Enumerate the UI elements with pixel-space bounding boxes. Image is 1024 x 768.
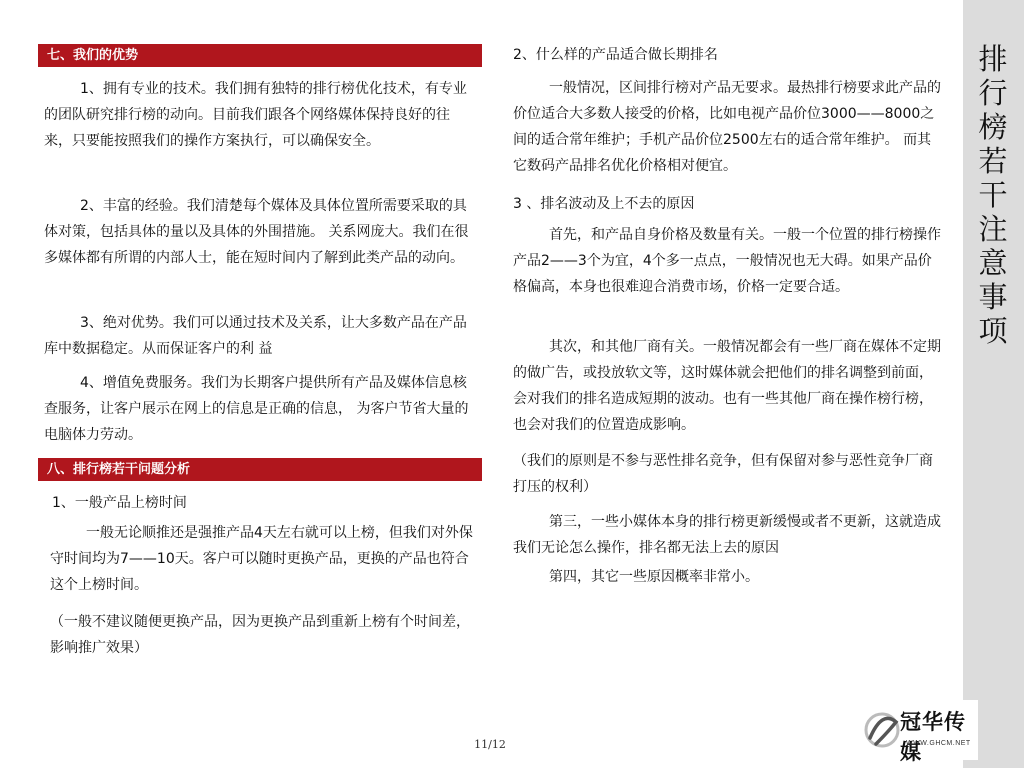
logo-swirl-icon	[862, 704, 902, 754]
section-heading-advantages: 七、我们的优势	[38, 44, 482, 67]
section-heading-analysis: 八、排行榜若干问题分析	[38, 458, 482, 481]
side-title-char: 项	[978, 314, 1008, 348]
question-2-title: 2、什么样的产品适合做长期排名	[513, 47, 718, 63]
advantage-2: 2、丰富的经验。我们清楚每个媒体及具体位置所需要采取的具体对策，包括具体的量以及具体的外围措施。 关系网庞大。我们在很多媒体都有所谓的内部人士，能在短时间内了解到此类产品的动向。	[44, 198, 469, 266]
question-3-reason-4: 第四，其它一些原因概率非常小。	[549, 569, 759, 585]
side-title-char: 意	[978, 246, 1008, 280]
advantage-4: 4、增值免费服务。我们为长期客户提供所有产品及媒体信息核查服务，让客户展示在网上的信息是正确的信息， 为客户节省大量的电脑体力劳动。	[44, 375, 469, 443]
side-title-char: 榜	[978, 110, 1008, 144]
side-title-char: 若	[978, 144, 1008, 178]
question-3-reason-2: 其次，和其他厂商有关。一般情况都会有一些厂商在媒体不定期的做广告，或投放软文等，这时媒体就会把他们的排名调整到前面，会对我们的排名造成短期的波动。也有一些其他厂商在操作榜行榜，也会对我们的位置造成影响。	[513, 339, 941, 433]
question-3-reason-1: 首先，和产品自身价格及数量有关。一般一个位置的排行榜操作产品2——3个为宜，4个多一点点，一般情况也无大碍。如果产品价格偏高，本身也很难迎合消费市场，价格一定要合适。	[513, 227, 941, 295]
side-title-char: 事	[978, 280, 1008, 314]
page-number: 11/12	[474, 738, 506, 751]
question-3-reason-3: 第三，一些小媒体本身的排行榜更新缓慢或者不更新，这就造成我们无论怎么操作，排名都无法上去的原因	[513, 514, 941, 556]
side-title-char: 注	[978, 212, 1008, 246]
question-3-note: （我们的原则是不参与恶性排名竞争，但有保留对参与恶性竞争厂商打压的权利）	[513, 453, 933, 495]
logo-url: WWW.GHCM.NET	[906, 740, 971, 747]
question-1-answer: 一般无论顺推还是强推产品4天左右就可以上榜，但我们对外保守时间均为7——10天。客户可以随时更换产品，更换的产品也符合这个上榜时间。	[50, 525, 473, 593]
side-title	[976, 42, 1010, 348]
question-1-title: 1、一般产品上榜时间	[52, 495, 187, 511]
company-logo	[860, 700, 978, 764]
logo-name: 冠华传媒	[900, 709, 966, 764]
question-3-title: 3 、排名波动及上不去的原因	[513, 196, 695, 212]
question-2-answer: 一般情况，区间排行榜对产品无要求。最热排行榜要求此产品的价位适合大多数人接受的价格，比如电视产品价位3000——8000之间的适合常年维护；手机产品价位2500左右的适合常年维护。 而其它数码产品排名优化价格相对便宜。	[513, 80, 941, 174]
side-title-char: 排	[978, 42, 1008, 76]
advantage-1: 1、拥有专业的技术。我们拥有独特的排行榜优化技术，有专业的团队研究排行榜的动向。目前我们跟各个网络媒体保持良好的往来，只要能按照我们的操作方案执行，可以确保安全。	[44, 81, 467, 149]
advantage-3: 3、绝对优势。我们可以通过技术及关系，让大多数产品在产品库中数据稳定。从而保证客户的利 益	[44, 315, 467, 357]
side-title-char: 行	[978, 76, 1008, 110]
question-1-note: （一般不建议随便更换产品，因为更换产品到重新上榜有个时间差，影响推广效果）	[50, 614, 470, 656]
side-title-char: 干	[978, 178, 1008, 212]
